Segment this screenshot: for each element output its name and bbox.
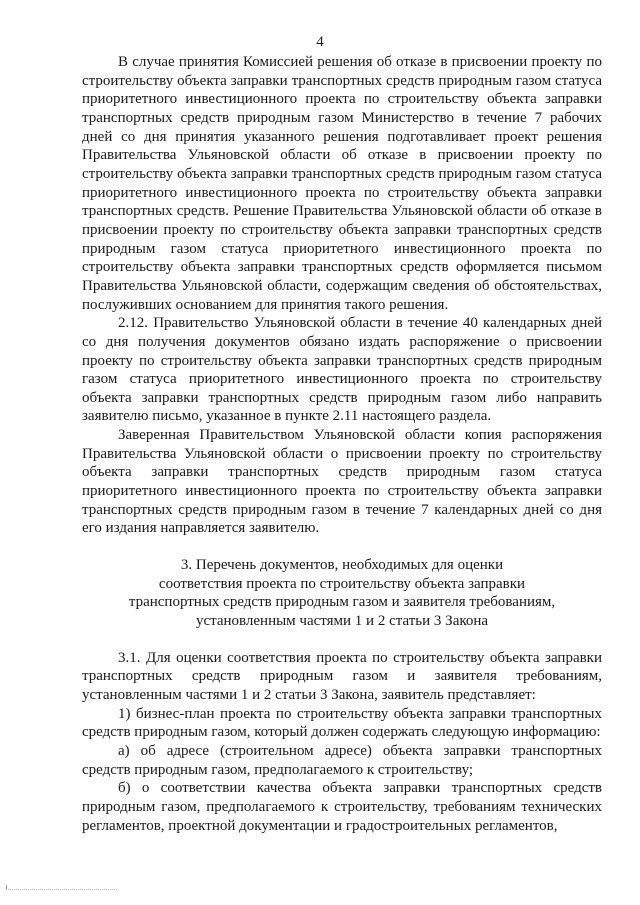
list-item-address: а) об адресе (строительном адресе) объекта заправки транспортных средств природным газом, предполагаемого к строительству; (82, 742, 602, 778)
paragraph-refusal-decision: В случае принятия Комиссией решения об отказе в присвоении проекту по строительству объекта заправки транспортных средств природным газом статуса приоритетного инвестиционного проекта по строительству объекта заправки транспортных средств природным газом Министерство в течение 7 рабочих дней со дня принятия указанного решения подготавливает проект решения Правительства Ульяновской области об отказе в присвоении проекту по строительству объекта заправки транспортных средств природным газом статуса приоритетного инвестиционного проекта по строительству объекта заправки транспортных средств. Решение Правительства Ульяновской области об отказе в присвоении проекту по строительству объекта заправки транспортных средств природным газом статуса приоритетного инвестиционного проекта по строительству объекта заправки транспортных средств оформляется письмом Правительства Ульяновской области, содержащим сведения об обстоятельствах, послуживших основанием для принятия такого решения. (82, 54, 602, 313)
paragraph-2-12: 2.12. Правительство Ульяновской области в течение 40 календарных дней со дня получения документов обязано издать распоряжение о присвоении проекту по строительству объекта заправки транспортных средств природным газом статуса приоритетного инвестиционного проекта по строительству объекта заправки транспортных средств природным газом либо направить заявителю письмо, указанное в пункте 2.11 настоящего раздела. (82, 315, 602, 425)
section-heading-line: соответствия проекта по строительству объекта заправки (158, 575, 526, 592)
section-heading-line: транспортных средств природным газом и заявителя требованиям, (128, 594, 556, 611)
list-item-business-plan: 1) бизнес-план проекта по строительству объекта заправки транспортных средств природным газом, который должен содержать следующую информацию: (82, 705, 602, 741)
paragraph-certified-copy: Заверенная Правительством Ульяновской области копия распоряжения Правительства Ульяновской области о присвоении проекту по строительству объекта заправки транспортных средств природным газом статуса приоритетного инвестиционного проекта по строительству объекта заправки транспортных средств природным газом в течение 7 календарных дней со дня его издания направляется заявителю. (82, 427, 602, 537)
section-heading-line: установленным частями 1 и 2 статьи 3 Закона (195, 613, 489, 630)
document-body (82, 53, 602, 835)
paragraph-3-1: 3.1. Для оценки соответствия проекта по строительству объекта заправки транспортных средств природным газом и заявителя требованиям, установленным частями 1 и 2 статьи 3 Закона, заявитель представляет: (82, 649, 602, 703)
page-number: 4 (316, 34, 324, 50)
scan-artifact (6, 885, 117, 890)
section-3-heading (82, 556, 602, 631)
list-item-quality: б) о соответствии качества объекта заправки транспортных средств природным газом, предполагаемого к строительству, требованиям технических регламентов, проектной документации и градостроительных регламентов, (82, 780, 602, 834)
section-heading-line: 3. Перечень документов, необходимых для оценки (180, 557, 504, 574)
